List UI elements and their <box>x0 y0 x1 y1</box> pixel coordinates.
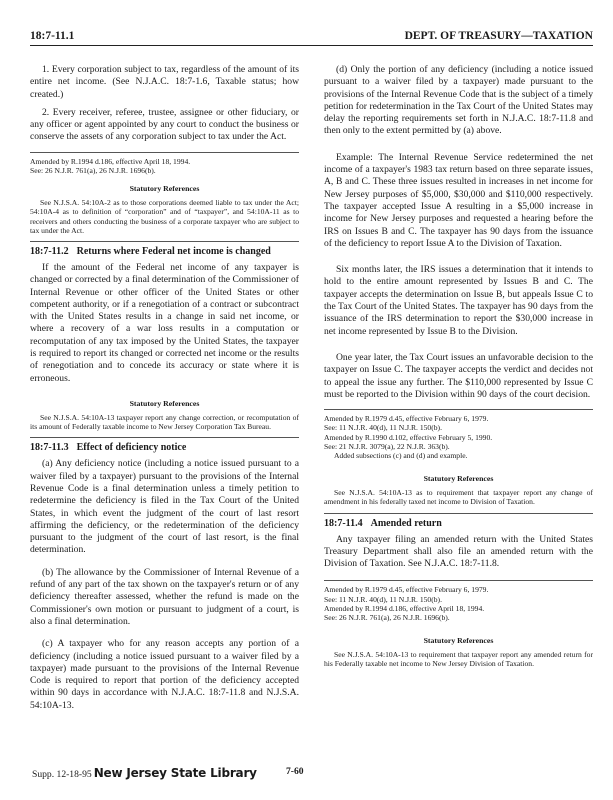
example-paragraph-2: Six months later, the IRS issues a determination that it intends to hold to the entire amount represented by Issues B and C. The taxpayer accepts the determination on Issue B, but appeals Issue C to the Tax Court of the United States. The taxpayer has 90 days from the issuance of the IRS determination to report the $30,000 increase in net income represented by Issue B to the Division. <box>324 264 593 337</box>
item-2: 2. Every receiver, referee, trustee, assignee or other fiduciary, or any officer or agent appointed by any court to conduct the business or conserve the assets of any corporation subject to tax under the Act. <box>30 106 299 143</box>
page-number: 7-60 <box>286 766 304 777</box>
example-paragraph-3: One year later, the Tax Court issues an unfavorable decision to the taxpayer on Issue C. The taxpayer accepts the verdict and decides not to appeal the issue any further. The $110,000 represented by Issue C must be reported to the Division within 90 days of the court decision. <box>324 351 593 400</box>
statutory-references-title: Statutory References <box>129 184 200 194</box>
section-heading-11-2: 18:7-11.2 Returns where Federal net income is changed <box>30 246 271 257</box>
section-11-3-a: (a) Any deficiency notice (including a notice issued pursuant to a waiver filed by a taxpayer) pursuant to the provisions of the Internal Revenue Code is a final determination unless a timely petition to redetermine the deficiency is filed in the Tax Court of the United States, in which event the judgment of the court of last resort affirming the deficiency, or the redetermination of the deficiency pursuant to the judgment of the court of last resort, is the final determination. <box>30 458 299 556</box>
statutory-references-text: See N.J.S.A. 54:10A-13 as to requirement that taxpayer report any change of amendment in his federally taxed net income to Division of Taxation. <box>324 488 593 507</box>
section-11-3-d: (d) Only the portion of any deficiency (including a notice issued pursuant to a waiver filed by a taxpayer) made pursuant to the provisions of the Internal Revenue Code that is the subject of a timely petition for redetermination in the Tax Court of the United States may delay the reporting requirements set forth in N.J.A.C. 18:7-11.8 and then only to the extent permitted by (a) above. <box>324 64 593 137</box>
section-11-4-text: Any taxpayer filing an amended return with the United States Treasury Department shall also file an amended return with the Division of Taxation. See N.J.A.C. 18:7-11.8. <box>324 533 593 570</box>
statutory-references-title: Statutory References <box>423 636 494 646</box>
running-header <box>30 30 593 46</box>
library-stamp: New Jersey State Library <box>93 766 257 780</box>
history-note-1: Amended by R.1994 d.186, effective April 18, 1994. See: 26 N.J.R. 761(a), 26 N.J.R. 1696(b). <box>30 156 191 175</box>
right-column <box>324 64 593 712</box>
statutory-references-title: Statutory References <box>423 474 494 484</box>
history-note-2: Amended by R.1979 d.45, effective February 6, 1979. See: 11 N.J.R. 40(d), 11 N.J.R. 150(b). Amended by R.1990 d.102, effective February 5, 1990. See: 21 N.J.R. 3079(a), 22 N.J.R. 363(b). Added subsections (c) and (d) and example. <box>324 414 493 460</box>
item-1: 1. Every corporation subject to tax, regardless of the amount of its entire net income. (See N.J.A.C. 18:7-1.6, Taxable status; how created.) <box>30 64 299 100</box>
history-note-3: Amended by R.1979 d.45, effective February 6, 1979. See: 11 N.J.R. 40(d), 11 N.J.R. 150(b). Amended by R.1994 d.186, effective April 18, 1994. See: 26 N.J.R. 761(a), 26 N.J.R. 1696(b). <box>324 585 489 623</box>
header-department: DEPT. OF TREASURY—TAXATION <box>404 30 593 42</box>
statutory-references-title: Statutory References <box>129 398 200 408</box>
statutory-references-text: See N.J.S.A. 54:10A-13 taxpayer report any change correction, or recomputation of its amount of Federally taxable income to New Jersey Corporation Tax Bureau. <box>30 412 299 432</box>
statutory-references-text: See N.J.S.A. 54:10A-2 as to those corporations deemed liable to tax under the Act; 54:10A-4 as to definition of “corporation” and of “taxpayer”, and 54:10A-11 as to receivers and others conducting the business of a corporate taxpayer who are subject to tax under the Act. <box>30 198 299 235</box>
header-section-number: 18:7-11.1 <box>30 30 75 42</box>
section-11-2-text: If the amount of the Federal net income of any taxpayer is changed or corrected by a final determination of the Commissioner of Internal Revenue or other officer of the United States or other competent authority, or if a renegotiation of a contract or subcontract with the United States results in a change in said net income, or where a recovery of a war loss results in a computation or recomputation of any tax imposed by the United States, the taxpayer is required to report its changed or corrected net income or the results of renegotiation and to concede its accuracy or state where it is erroneous. <box>30 262 299 384</box>
example-paragraph-1: Example: The Internal Revenue Service redetermined the net income of a taxpayer's 1983 tax return based on three separate issues, A, B and C. These three issues resulted in increases in net income for New Jersey purposes of $5,000, $30,000 and $110,000 respectively. The taxpayer accepted Issue A resulting in a $5,000 increase in income for New Jersey purposes and requested a hearing before the IRS on Issues B and C. The taxpayer has 90 days from the issuance of the deficiency to report Issue A to the Division of Taxation. <box>324 151 593 249</box>
two-column-body <box>30 64 593 712</box>
section-heading-11-4: 18:7-11.4 Amended return <box>324 517 442 529</box>
section-heading-11-3: 18:7-11.3 Effect of deficiency notice <box>30 442 187 454</box>
section-11-3-b: (b) The allowance by the Commissioner of Internal Revenue of a refund of any part of the tax shown on the taxpayer's return or of any deficiency thereafter assessed, whether the refund is made on the Commissioner's own motion or pursuant to judgment of a court, is also a final determination. <box>30 566 299 627</box>
page-footer <box>32 766 593 780</box>
section-11-3-c: (c) A taxpayer who for any reason accepts any portion of a deficiency (including a notice issued pursuant to a waiver filed by a taxpayer) made pursuant to the provisions of the Internal Revenue Code is required to report that portion of the deficiency accepted within 90 days in accordance with N.J.A.C. 18:7-11.8 and N.J.S.A. 54:10A-13. <box>30 638 299 711</box>
left-column <box>30 64 299 712</box>
statutory-references-text: See N.J.S.A. 54:10A-13 to requirement that taxpayer report any amended return for his Federally taxable net income to New Jersey Division of Taxation. <box>324 650 593 669</box>
supplement-date: Supp. 12-18-95 <box>32 769 92 780</box>
